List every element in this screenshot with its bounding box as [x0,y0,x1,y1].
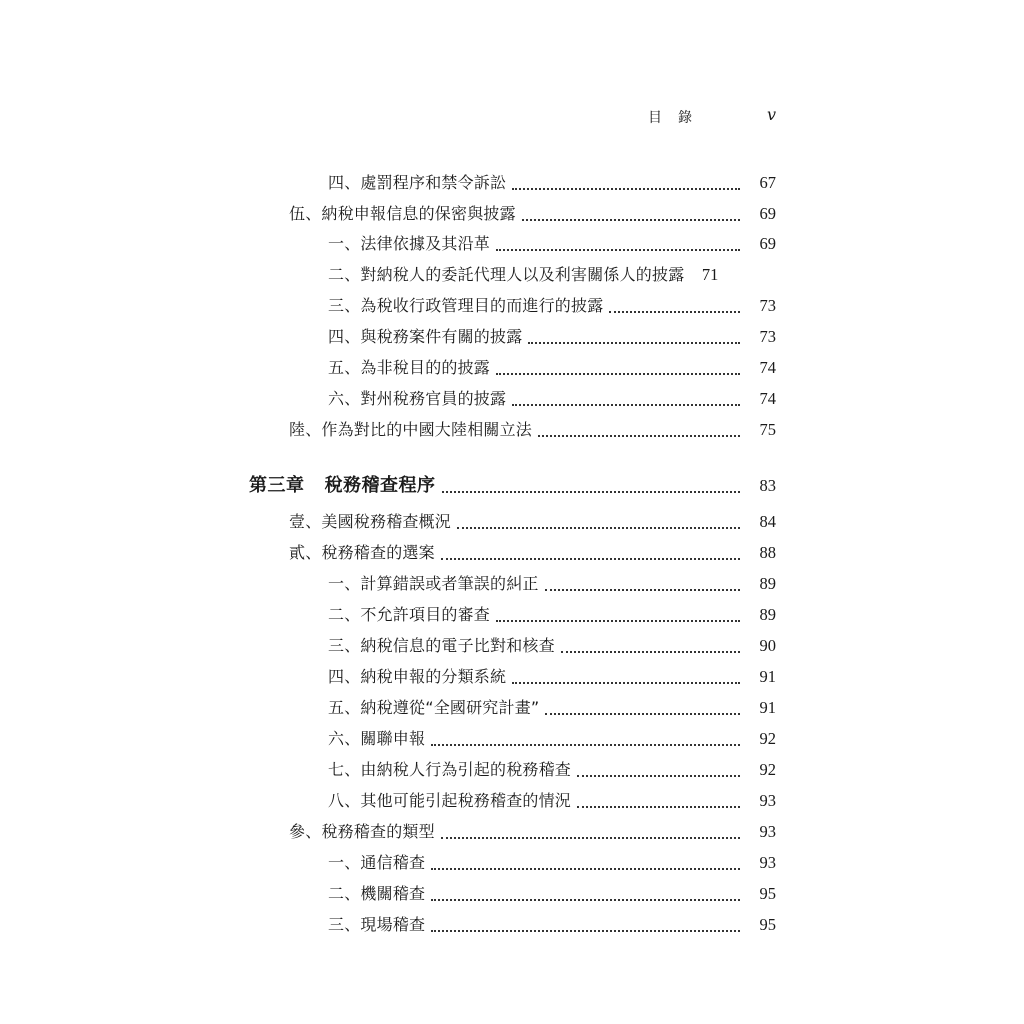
dot-leader [522,209,740,221]
toc-entry[interactable] [328,724,776,750]
toc-entry[interactable] [328,322,776,348]
toc-entry-label: 五、為非稅目的的披露 [328,358,491,377]
toc-entry-label: 三、為稅收行政管理目的而進行的披露 [328,296,604,315]
toc-entry-page: 92 [759,760,776,779]
dot-leader [496,610,740,622]
toc-entry[interactable] [289,817,776,843]
toc-entry[interactable] [328,848,776,874]
toc-entry-page: 91 [759,698,776,717]
toc-entry-page: 73 [759,296,776,315]
toc-entry-label: 一、法律依據及其沿革 [328,234,491,253]
toc-entry-page: 67 [759,173,776,192]
toc-entry[interactable] [328,384,776,410]
toc-entry[interactable] [328,353,776,379]
dot-leader [545,703,740,715]
dot-leader [512,394,740,406]
toc-entry-page: 69 [759,204,776,223]
dot-leader [496,363,740,375]
toc-entry[interactable] [328,260,776,286]
toc-entry[interactable] [328,755,776,781]
dot-leader [512,672,740,684]
toc-entry-label: 二、對納稅人的委託代理人以及利害關係人的披露 [328,265,685,284]
toc-entry-label: 壹、美國稅務稽查概況 [289,512,452,531]
header-title: 目錄 [648,110,708,126]
toc-entry[interactable] [289,507,776,533]
toc-entry-label: 參、稅務稽查的類型 [289,822,435,841]
toc-entry-page: 95 [759,884,776,903]
dot-leader [442,481,741,493]
chapter-number: 第三章 [249,475,305,496]
dot-leader [431,889,740,901]
dot-leader [457,517,740,529]
dot-leader [609,301,740,313]
toc-entry-label: 三、納稅信息的電子比對和核查 [328,636,555,655]
toc-entry[interactable] [328,600,776,626]
dot-leader [431,734,740,746]
toc-entry-label: 七、由納稅人行為引起的稅務稽查 [328,760,572,779]
toc-entry-label: 伍、納稅申報信息的保密與披露 [289,204,516,223]
toc-entry-page: 75 [759,420,776,439]
toc-entry-page: 84 [759,512,776,531]
toc-entry[interactable] [328,910,776,936]
toc-entry-label: 六、對州稅務官員的披露 [328,389,507,408]
toc-entry-label: 二、不允許項目的審查 [328,605,491,624]
header-page-number: v [766,105,776,124]
toc-entry-page: 83 [759,476,776,495]
toc-entry[interactable] [289,538,776,564]
toc-entry-page: 95 [759,915,776,934]
toc-entry-page: 91 [759,667,776,686]
toc-entry-page: 93 [759,791,776,810]
toc-entry-label: 一、計算錯誤或者筆誤的糾正 [328,574,539,593]
toc-entry-label: 陸、作為對比的中國大陸相關立法 [289,420,533,439]
toc-entry-label: 貳、稅務稽查的選案 [289,543,435,562]
dot-leader [431,858,740,870]
toc-entry-page: 73 [759,327,776,346]
toc-entry[interactable] [289,415,776,441]
toc-entry-page: 69 [759,234,776,253]
toc-entry[interactable] [328,631,776,657]
dot-leader [441,548,740,560]
toc-entry[interactable] [328,229,776,255]
toc-entry-label: 一、通信稽查 [328,853,426,872]
toc-entry-page: 90 [759,636,776,655]
toc-entry[interactable] [289,199,776,225]
toc-entry-label: 六、關聯申報 [328,729,426,748]
toc-entry-label: 三、現場稽查 [328,915,426,934]
dot-leader [512,178,740,190]
toc-entry-page: 74 [759,389,776,408]
chapter-heading [249,475,436,497]
toc-entry-label: 五、納稅遵從“全國研究計畫” [328,698,540,717]
toc-entry[interactable] [328,291,776,317]
toc-entry-label: 四、與稅務案件有關的披露 [328,327,523,346]
toc-entry-label: 四、納稅申報的分類系統 [328,667,507,686]
toc-entry[interactable] [328,662,776,688]
dot-leader [577,765,740,777]
toc-entry-label: 二、機關稽查 [328,884,426,903]
toc-entry-page: 71 [701,265,719,284]
toc-chapter-entry[interactable] [249,471,776,497]
toc-entry[interactable] [328,693,776,719]
toc-entry-label: 八、其他可能引起稅務稽查的情況 [328,791,572,810]
toc-entry-label: 四、處罰程序和禁令訴訟 [328,173,507,192]
dot-leader [545,579,740,591]
toc-entry-page: 92 [759,729,776,748]
toc-entry[interactable] [328,879,776,905]
dot-leader [431,920,740,932]
toc-entry-page: 93 [759,822,776,841]
chapter-title: 稅務稽查程序 [324,475,436,496]
dot-leader [561,641,740,653]
toc-entry-page: 74 [759,358,776,377]
toc-entry-page: 89 [759,605,776,624]
toc-entry[interactable] [328,168,776,194]
dot-leader [577,796,740,808]
dot-leader [528,332,740,344]
toc-entry[interactable] [328,786,776,812]
toc-entry[interactable] [328,569,776,595]
toc-entry-page: 93 [759,853,776,872]
toc-entry-page: 89 [759,574,776,593]
dot-leader [496,239,740,251]
toc-entry-page: 88 [759,543,776,562]
dot-leader [538,425,740,437]
dot-leader [441,827,740,839]
